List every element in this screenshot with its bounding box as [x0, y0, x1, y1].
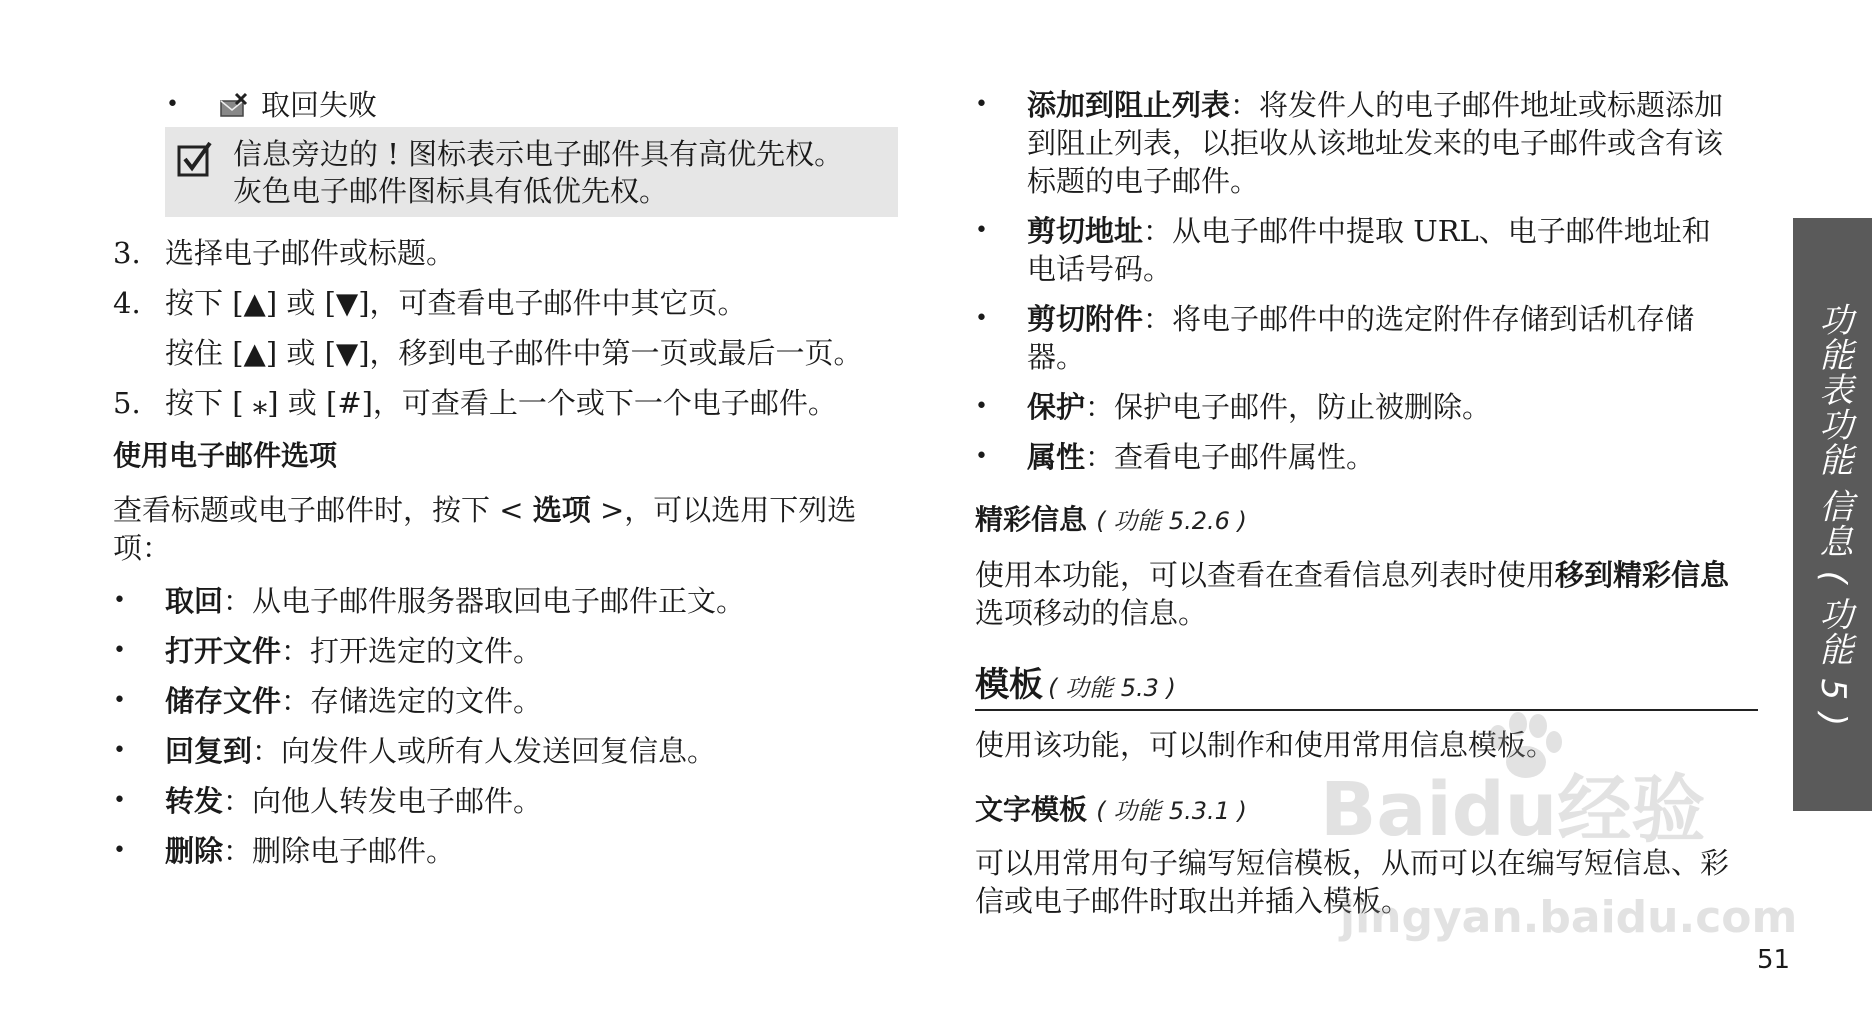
option-item [165, 682, 542, 720]
intro-pre: 查看标题或电子邮件时，按下 < [113, 493, 533, 527]
option-desc: 存储选定的文件。 [310, 684, 543, 718]
retrieve-failed-icon [218, 92, 248, 124]
mms-title: 精彩信息 [975, 503, 1088, 536]
option-term: 回复到 [165, 734, 253, 768]
option-sep: ： [1230, 88, 1260, 122]
option-desc: 将发件人的电子邮件地址或标题添加到阻止列表，以拒收从该地址发来的电子邮件或含有该标题的电子邮件。 [1027, 88, 1724, 198]
mms-ref: ( 功能 5.2.6 ) [1096, 507, 1247, 535]
option-term: 储存文件 [165, 684, 282, 718]
text-template-title: 文字模板 [975, 793, 1088, 826]
bullet: • [166, 92, 179, 117]
bullet: • [113, 588, 126, 613]
chapter-side-tab [1793, 218, 1872, 811]
chapter-side-label: 功能表功能 信息 ( 功能 5 ) [1813, 301, 1853, 728]
option-term: 删除 [165, 834, 224, 868]
retrieve-failed-label: 取回失败 [261, 88, 378, 122]
note-line-2: 灰色电子邮件图标具有低优先权。 [233, 174, 669, 208]
option-desc: 保护电子邮件，防止被删除。 [1114, 390, 1492, 424]
option-term: 添加到阻止列表 [1027, 88, 1231, 122]
option-term: 剪切地址 [1027, 214, 1144, 248]
option-desc: 查看电子邮件属性。 [1114, 440, 1376, 474]
step-text: 选择电子邮件或标题。 [165, 236, 456, 270]
section-title: 使用电子邮件选项 [113, 439, 338, 472]
mms-key: 移到精彩信息 [1555, 558, 1730, 592]
option-term: 打开文件 [165, 634, 282, 668]
option-sep: ： [223, 834, 253, 868]
paw-logo-icon [1478, 712, 1568, 786]
bullet: • [113, 738, 126, 763]
text-template-body: 可以用常用句子编写短信模板，从而可以在编写短信息、彩信或电子邮件时取出并插入模板。 [975, 846, 1730, 918]
option-term: 属性 [1027, 440, 1086, 474]
option-item [1027, 300, 1735, 376]
step-number: 5. [113, 386, 141, 420]
option-desc: 从电子邮件中提取 URL、电子邮件地址和电话号码。 [1027, 214, 1711, 286]
bullet: • [113, 838, 126, 863]
option-term: 转发 [165, 784, 224, 818]
bullet: • [113, 638, 126, 663]
templates-ref: ( 功能 5.3 ) [1048, 674, 1176, 702]
option-item [165, 632, 542, 670]
text-template-ref: ( 功能 5.3.1 ) [1096, 797, 1247, 825]
option-desc: 向发件人或所有人发送回复信息。 [281, 734, 717, 768]
option-sep: ： [281, 684, 311, 718]
option-sep: ： [1085, 440, 1115, 474]
option-term: 保护 [1027, 390, 1086, 424]
option-item [1027, 438, 1375, 476]
step-number: 3. [113, 236, 141, 270]
mms-paragraph [975, 556, 1740, 632]
option-desc: 将电子邮件中的选定附件存储到话机存储器。 [1027, 302, 1695, 374]
checkbox-note-icon [177, 141, 213, 181]
watermark-url: jingyan.baidu.com [1340, 892, 1798, 943]
option-sep: ： [1143, 214, 1173, 248]
templates-body: 使用该功能，可以制作和使用常用信息模板。 [975, 728, 1556, 762]
option-item [1027, 86, 1735, 200]
option-item [165, 732, 716, 770]
mms-post: 选项移动的信息。 [975, 596, 1208, 630]
option-sep: ： [1085, 390, 1115, 424]
option-desc: 从电子邮件服务器取回电子邮件正文。 [252, 584, 746, 618]
watermark-brand: Baidu经验 [1320, 767, 1706, 853]
note-box [165, 127, 898, 217]
step-text: 按下 [▲] 或 [▼]，可查看电子邮件中其它页。 [165, 286, 747, 320]
page-number: 51 [1757, 945, 1791, 975]
step-text: 按下 [ ⁎] 或 [#]，可查看上一个或下一个电子邮件。 [165, 386, 837, 420]
bullet: • [113, 688, 126, 713]
option-item [1027, 388, 1491, 426]
option-sep: ： [223, 784, 253, 818]
intro-post: >，可以选用下列选项： [113, 493, 857, 565]
templates-title: 模板 [975, 665, 1043, 705]
bullet: • [113, 788, 126, 813]
templates-heading [975, 662, 1176, 714]
option-item [165, 782, 542, 820]
option-desc: 打开选定的文件。 [310, 634, 543, 668]
option-sep: ： [281, 634, 311, 668]
note-line-1: 信息旁边的 ! 图标表示电子邮件具有高优先权。 [233, 137, 844, 171]
bullet: • [975, 444, 988, 469]
option-sep: ： [1143, 302, 1173, 336]
option-sep: ： [252, 734, 282, 768]
bullet: • [975, 394, 988, 419]
option-item [1027, 212, 1735, 288]
option-sep: ： [223, 584, 253, 618]
bullet: • [975, 218, 988, 243]
option-desc: 向他人转发电子邮件。 [252, 784, 543, 818]
mms-pre: 使用本功能，可以查看在查看信息列表时使用 [975, 558, 1556, 592]
step-number: 4. [113, 286, 141, 320]
options-softkey: 选项 [532, 493, 591, 527]
option-item [165, 582, 745, 620]
option-desc: 删除电子邮件。 [252, 834, 456, 868]
intro-paragraph [113, 491, 883, 567]
bullet: • [975, 306, 988, 331]
option-item [165, 832, 455, 870]
step-text: 按住 [▲] 或 [▼]，移到电子邮件中第一页或最后一页。 [165, 336, 863, 370]
text-template-heading [975, 790, 1247, 830]
option-term: 取回 [165, 584, 224, 618]
mms-heading [975, 500, 1247, 540]
option-term: 剪切附件 [1027, 302, 1144, 336]
section-rule [975, 709, 1758, 711]
bullet: • [975, 92, 988, 117]
